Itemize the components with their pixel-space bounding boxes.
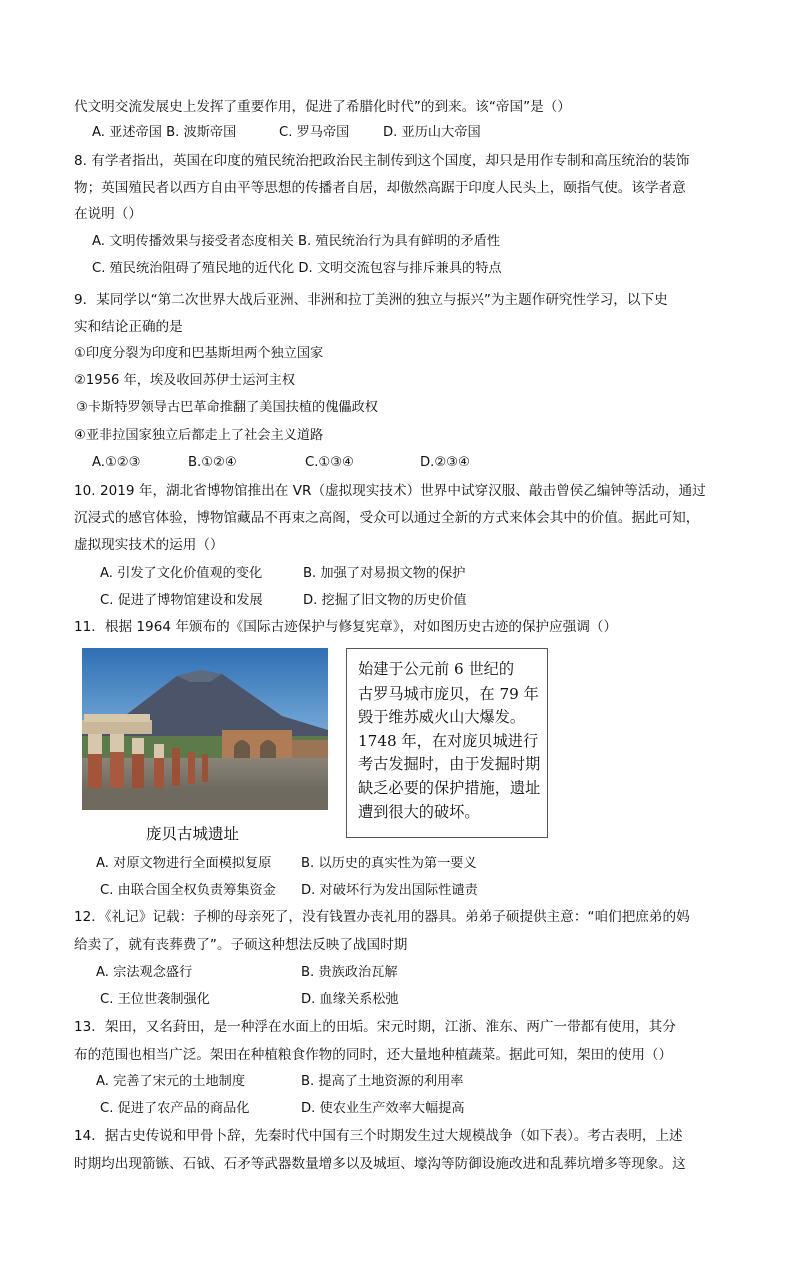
q9-item-3: ③卡斯特罗领导古巴革命推翻了美国扶植的傀儡政权 <box>76 400 378 415</box>
q8-options-cd[interactable]: C. 殖民统治阻碍了殖民地的近代化 D. 文明交流包容与排斥兼具的特点 <box>92 261 502 276</box>
box-line-2: 古罗马城市庞贝，在 79 年 <box>358 685 539 703</box>
q7-option-c[interactable]: C. 罗马帝国 <box>279 125 350 140</box>
box-line-5: 考古发掘时，由于发掘时期 <box>358 755 541 773</box>
q10-stem-line-3: 虚拟现实技术的运用（） <box>74 537 224 553</box>
q7-option-ab[interactable]: A. 亚述帝国 B. 波斯帝国 <box>92 125 237 140</box>
q14-stem-line-2: 时期均出现箭镞、石钺、石矛等武器数量增多以及城垣、壕沟等防御设施改进和乱葬坑增多等现象。这 <box>74 1156 686 1172</box>
q13-option-b[interactable]: B. 提高了土地资源的利用率 <box>301 1074 464 1089</box>
q10-stem-line-1: 10. 2019 年，湖北省博物馆推出在 VR（虚拟现实技术）世界中试穿汉服、敲击曾侯乙编钟等活动，通过 <box>74 483 706 499</box>
q10-option-c[interactable]: C. 促进了博物馆建设和发展 <box>100 593 263 608</box>
q12-option-c[interactable]: C. 王位世袭制强化 <box>100 992 210 1007</box>
q11-option-a[interactable]: A. 对原文物进行全面模拟复原 <box>96 856 272 871</box>
q10-option-b[interactable]: B. 加强了对易损文物的保护 <box>303 566 466 581</box>
q14-stem-line-1: 14．据古史传说和甲骨卜辞，先秦时代中国有三个时期发生过大规模战争（如下表）。考古表明，上述 <box>74 1128 683 1144</box>
q7-stem-line: 代文明交流发展史上发挥了重要作用，促进了希腊化时代”的到来。该“帝国”是（） <box>74 99 571 115</box>
q13-stem-line-2: 布的范围也相当广泛。架田在种植粮食作物的同时，还大量地种植蔬菜。据此可知，架田的使用（） <box>74 1047 673 1063</box>
q11-option-b[interactable]: B. 以历史的真实性为第一要义 <box>301 856 477 871</box>
q12-stem-line-1: 12．《礼记》记载：子柳的母亲死了，没有钱置办丧礼用的器具。弟弟子硕提供主意：“咱们把庶弟的妈 <box>74 909 690 925</box>
q10-stem-line-2: 沉浸式的感官体验，博物馆藏品不再束之高阁，受众可以通过全新的方式来体会其中的价值。据此可知， <box>74 510 700 526</box>
q9-item-1: ①印度分裂为印度和巴基斯坦两个独立国家 <box>74 346 324 361</box>
q9-option-c[interactable]: C.①③④ <box>305 455 354 470</box>
box-line-7: 遭到很大的破坏。 <box>358 803 480 821</box>
pompeii-ruins-illustration <box>82 648 328 810</box>
q9-item-4: ④亚非拉国家独立后都走上了社会主义道路 <box>74 428 324 443</box>
q9-stem-line-1: 9．某同学以“第二次世界大战后亚洲、非洲和拉丁美洲的独立与振兴”为主题作研究性学习，以下史 <box>74 292 668 308</box>
q13-stem-line-1: 13．架田，又名葑田，是一种浮在水面上的田垢。宋元时期，江浙、淮东、两广一带都有使用，其分 <box>74 1019 676 1035</box>
q12-option-a[interactable]: A. 宗法观念盛行 <box>96 965 193 980</box>
box-line-1: 始建于公元前 6 世纪的 <box>358 660 515 678</box>
q12-option-b[interactable]: B. 贵族政治瓦解 <box>301 965 398 980</box>
photo-caption: 庞贝古城遗址 <box>146 825 240 843</box>
box-line-3: 毁于维苏威火山大爆发。 <box>358 708 526 726</box>
pompeii-ruins-photo <box>82 648 328 810</box>
q10-option-d[interactable]: D. 挖掘了旧文物的历史价值 <box>303 593 467 608</box>
q11-option-c[interactable]: C. 由联合国全权负责筹集资金 <box>100 883 276 898</box>
q11-option-d[interactable]: D. 对破坏行为发出国际性谴责 <box>301 883 478 898</box>
q13-option-a[interactable]: A. 完善了宋元的土地制度 <box>96 1074 246 1089</box>
q13-option-d[interactable]: D. 使农业生产效率大幅提高 <box>301 1101 465 1116</box>
q11-stem-line: 11．根据 1964 年颁布的《国际古迹保护与修复宪章》，对如图历史古迹的保护应强调（） <box>74 619 618 635</box>
box-line-6: 缺乏必要的保护措施，遗址 <box>358 779 541 797</box>
q12-option-d[interactable]: D. 血缘关系松弛 <box>301 992 399 1007</box>
box-line-4: 1748 年，在对庞贝城进行 <box>358 732 539 750</box>
q8-options-ab[interactable]: A. 文明传播效果与接受者态度相关 B. 殖民统治行为具有鲜明的矛盾性 <box>92 234 501 249</box>
q9-option-d[interactable]: D.②③④ <box>420 455 470 470</box>
q8-stem-line-2: 物；英国殖民者以西方自由平等思想的传播者自居，却傲然高踞于印度人民头上，颐指气使。该学者意 <box>74 180 686 196</box>
q12-stem-line-2: 给卖了，就有丧葬费了”。子硕这种想法反映了战国时期 <box>74 937 408 953</box>
q9-stem-line-2: 实和结论正确的是 <box>74 319 183 335</box>
q13-option-c[interactable]: C. 促进了农产品的商品化 <box>100 1101 250 1116</box>
q10-option-a[interactable]: A. 引发了文化价值观的变化 <box>100 566 263 581</box>
q9-item-2: ②1956 年，埃及收回苏伊士运河主权 <box>74 373 296 388</box>
q8-stem-line-1: 8. 有学者指出，英国在印度的殖民统治把政治民主制传到这个国度，却只是用作专制和高压统治的装饰 <box>74 153 690 169</box>
q7-option-d[interactable]: D. 亚历山大帝国 <box>383 125 481 140</box>
q9-option-a[interactable]: A.①②③ <box>92 455 141 470</box>
q8-stem-line-3: 在说明（） <box>74 206 142 222</box>
q9-option-b[interactable]: B.①②④ <box>188 455 237 470</box>
